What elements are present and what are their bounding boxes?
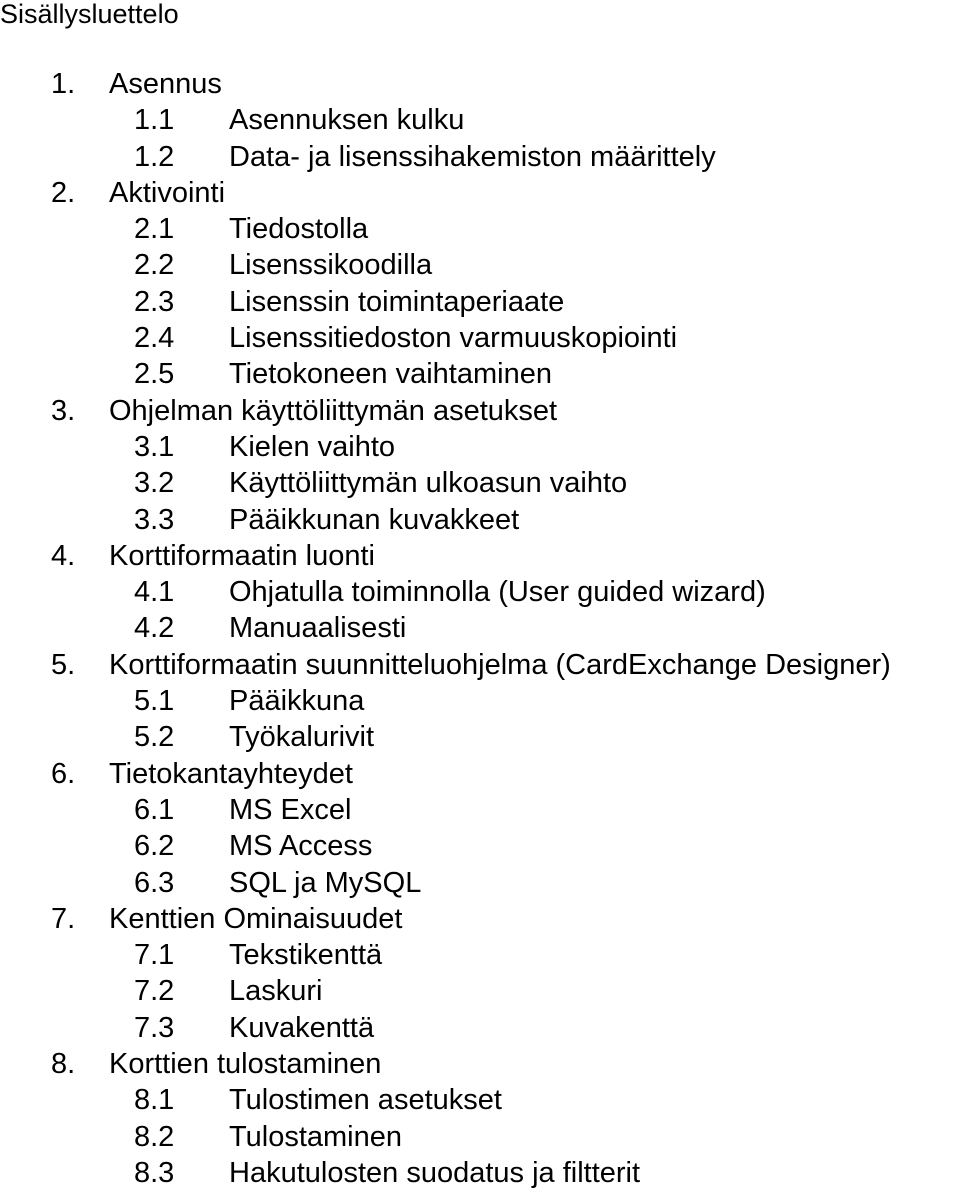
toc-entry-number: 3.1 [134, 430, 175, 463]
toc-entry-number: 3. [51, 394, 76, 427]
toc-section-entry [0, 719, 960, 755]
toc-section-entry [0, 683, 960, 719]
toc-entry-label: Ohjatulla toiminnolla (User guided wizard) [229, 576, 766, 609]
toc-section-entry [0, 1155, 960, 1191]
toc-entry-number: 4.2 [134, 612, 175, 645]
toc-entry-label: Tietokantayhteydet [109, 757, 353, 790]
toc-entry-label: Lisenssin toimintaperiaate [229, 285, 565, 318]
toc-section-entry [0, 284, 960, 320]
toc-entry-number: 8. [51, 1048, 76, 1081]
toc-section-entry [0, 574, 960, 610]
toc-section-entry [0, 1119, 960, 1155]
toc-section-entry [0, 610, 960, 646]
toc-chapter-entry [0, 175, 960, 211]
toc-entry-label: Pääikkunan kuvakkeet [229, 503, 520, 536]
toc-section-entry [0, 973, 960, 1009]
toc-entry-number: 6.1 [134, 793, 175, 826]
toc-section-entry [0, 139, 960, 175]
table-of-contents [0, 66, 960, 1191]
toc-section-entry [0, 502, 960, 538]
toc-entry-number: 4.1 [134, 576, 175, 609]
toc-entry-number: 6. [51, 757, 76, 790]
toc-entry-number: 7.3 [134, 1011, 175, 1044]
toc-entry-number: 5.1 [134, 685, 175, 718]
toc-section-entry [0, 865, 960, 901]
toc-entry-number: 8.2 [134, 1120, 175, 1153]
toc-chapter-entry [0, 647, 960, 683]
toc-section-entry [0, 1082, 960, 1118]
toc-entry-label: MS Access [229, 830, 373, 863]
toc-chapter-entry [0, 1046, 960, 1082]
toc-entry-label: Tekstikenttä [229, 939, 383, 972]
toc-section-entry [0, 465, 960, 501]
toc-entry-label: SQL ja MySQL [229, 866, 422, 899]
toc-entry-number: 2.4 [134, 322, 175, 355]
toc-section-entry [0, 211, 960, 247]
toc-entry-number: 2.2 [134, 249, 175, 282]
toc-chapter-entry [0, 393, 960, 429]
toc-section-entry [0, 102, 960, 138]
toc-entry-number: 4. [51, 539, 76, 572]
toc-entry-number: 5. [51, 648, 76, 681]
toc-entry-label: Korttiformaatin suunnitteluohjelma (CardExchange Designer) [109, 648, 891, 681]
toc-section-entry [0, 792, 960, 828]
toc-entry-number: 8.1 [134, 1084, 175, 1117]
toc-entry-number: 3.2 [134, 467, 175, 500]
toc-entry-number: 2.3 [134, 285, 175, 318]
toc-section-entry [0, 937, 960, 973]
toc-section-entry [0, 356, 960, 392]
toc-entry-number: 7.1 [134, 939, 175, 972]
toc-chapter-entry [0, 756, 960, 792]
toc-entry-number: 6.3 [134, 866, 175, 899]
toc-entry-label: Kuvakenttä [229, 1011, 375, 1044]
toc-entry-label: Manuaalisesti [229, 612, 407, 645]
toc-entry-label: Aktivointi [109, 176, 226, 209]
toc-entry-number: 6.2 [134, 830, 175, 863]
toc-entry-label: Pääikkuna [229, 685, 365, 718]
toc-entry-label: Tietokoneen vaihtaminen [229, 358, 552, 391]
toc-section-entry [0, 320, 960, 356]
toc-chapter-entry [0, 66, 960, 102]
toc-entry-label: Ohjelman käyttöliittymän asetukset [109, 394, 558, 427]
toc-entry-number: 2.5 [134, 358, 175, 391]
toc-entry-label: Käyttöliittymän ulkoasun vaihto [229, 467, 628, 500]
toc-entry-number: 2.1 [134, 213, 175, 246]
toc-entry-label: Asennus [109, 68, 222, 100]
toc-entry-label: Lisenssikoodilla [229, 249, 433, 282]
toc-entry-label: Kielen vaihto [229, 430, 396, 463]
toc-entry-number: 1.1 [134, 104, 175, 137]
toc-section-entry [0, 247, 960, 283]
toc-section-entry [0, 828, 960, 864]
toc-entry-label: Lisenssitiedoston varmuuskopiointi [229, 322, 678, 355]
toc-entry-label: Korttiformaatin luonti [109, 539, 375, 572]
toc-entry-number: 3.3 [134, 503, 175, 536]
toc-entry-number: 8.3 [134, 1156, 175, 1189]
toc-entry-label: Työkalurivit [229, 721, 375, 754]
toc-section-entry [0, 1010, 960, 1046]
toc-entry-label: Laskuri [229, 975, 323, 1008]
toc-entry-number: 2. [51, 176, 76, 209]
toc-entry-label: Tulostaminen [229, 1120, 403, 1153]
toc-entry-label: Asennuksen kulku [229, 104, 465, 137]
toc-entry-label: Hakutulosten suodatus ja filtterit [229, 1156, 641, 1189]
toc-entry-number: 1. [51, 68, 76, 100]
toc-entry-number: 7. [51, 902, 76, 935]
toc-entry-label: Korttien tulostaminen [109, 1048, 382, 1081]
toc-entry-number: 5.2 [134, 721, 175, 754]
toc-entry-label: Kenttien Ominaisuudet [109, 902, 403, 935]
toc-chapter-entry [0, 538, 960, 574]
toc-entry-number: 7.2 [134, 975, 175, 1008]
toc-section-entry [0, 429, 960, 465]
toc-chapter-entry [0, 901, 960, 937]
toc-entry-label: MS Excel [229, 793, 352, 826]
toc-entry-label: Tiedostolla [229, 213, 369, 246]
toc-entry-label: Tulostimen asetukset [229, 1084, 502, 1117]
page-title: Sisällysluettelo [0, 0, 179, 29]
toc-entry-number: 1.2 [134, 140, 175, 173]
toc-entry-label: Data- ja lisenssihakemiston määrittely [229, 140, 716, 173]
